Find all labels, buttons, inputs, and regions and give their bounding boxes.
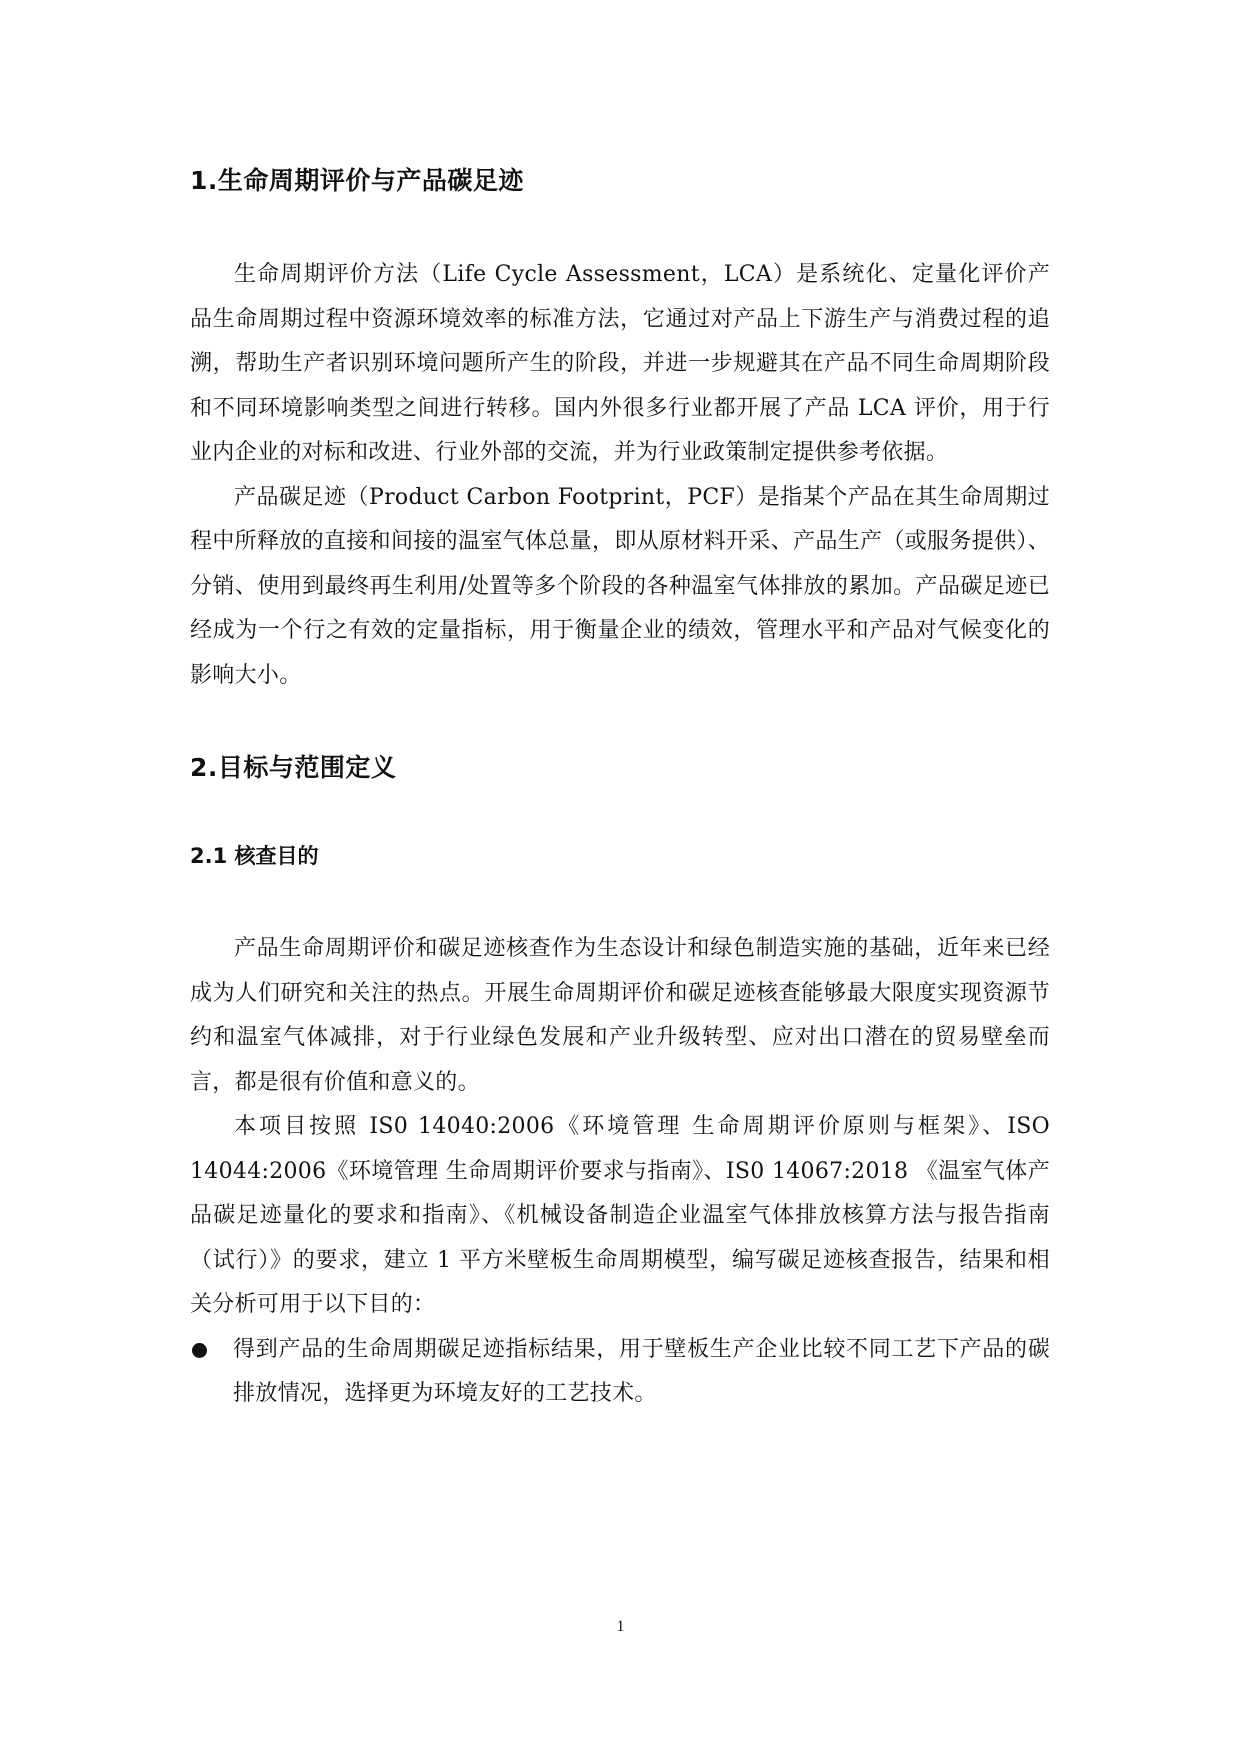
page-number: 1	[616, 1618, 625, 1635]
paragraph-standards: 本项目按照 IS0 14040:2006《环境管理 生命周期评价原则与框架》、ISO 14044:2006《环境管理 生命周期评价要求与指南》、IS0 14067:2018 《温室气体产品碳足迹量化的要求和指南》、《机械设备制造企业温室气体排放核算方法与报告指南（试行）》的要求，建立 1 平方米壁板生命周期模型，编写碳足迹核查报告，结果和相关分析可用于以下目的：	[190, 1114, 1050, 1317]
bullet-list-item	[190, 1328, 1050, 1417]
paragraph-lca-intro: 生命周期评价方法（Life Cycle Assessment，LCA）是系统化、定量化评价产品生命周期过程中资源环境效率的标准方法，它通过对产品上下游生产与消费过程的追溯，帮助生产者识别环境问题所产生的阶段，并进一步规避其在产品不同生命周期阶段和不同环境影响类型之间进行转移。国内外很多行业都开展了产品 LCA 评价，用于行业内企业的对标和改进、行业外部的交流，并为行业政策制定提供参考依据。	[190, 262, 1050, 465]
section-heading-2: 2.目标与范围定义	[190, 753, 397, 782]
paragraph-pcf-intro: 产品碳足迹（Product Carbon Footprint，PCF）是指某个产品在其生命周期过程中所释放的直接和间接的温室气体总量，即从原材料开采、产品生产（或服务提供）、分销、使用到最终再生利用/处置等多个阶段的各种温室气体排放的累加。产品碳足迹已经成为一个行之有效的定量指标，用于衡量企业的绩效，管理水平和产品对气候变化的影响大小。	[190, 484, 1050, 688]
section-heading-1: 1.生命周期评价与产品碳足迹	[190, 166, 524, 195]
bullet-text: 得到产品的生命周期碳足迹指标结果，用于壁板生产企业比较不同工艺下产品的碳排放情况，选择更为环境友好的工艺技术。	[233, 1336, 1050, 1406]
bullet-dot-icon	[192, 1343, 207, 1358]
paragraph-purpose: 产品生命周期评价和碳足迹核查作为生态设计和绿色制造实施的基础，近年来已经成为人们研究和关注的热点。开展生命周期评价和碳足迹核查能够最大限度实现资源节约和温室气体减排，对于行业绿色发展和产业升级转型、应对出口潜在的贸易壁垒而言，都是很有价值和意义的。	[190, 936, 1050, 1095]
subsection-heading-2-1: 2.1 核查目的	[190, 844, 319, 868]
page-content	[190, 163, 1050, 1417]
